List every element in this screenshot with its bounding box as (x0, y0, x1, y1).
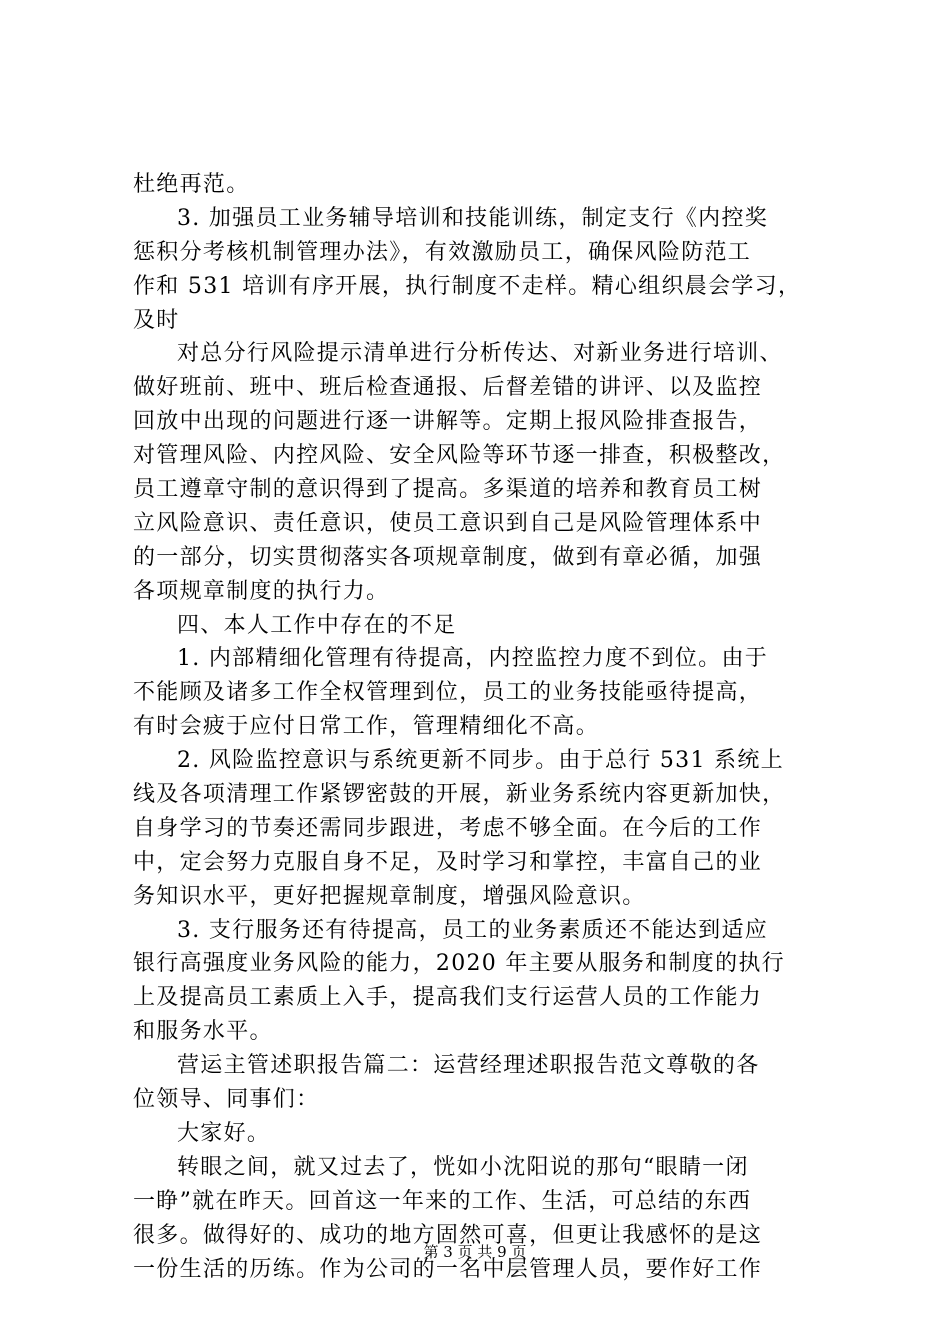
text-line: 2. 风险监控意识与系统更新不同步。由于总行 531 系统上 (177, 748, 784, 774)
text-line: 不能顾及诸多工作全权管理到位，员工的业务技能亟待提高， (133, 680, 763, 706)
text-line: 中，定会努力克服自身不足，及时学习和掌控，丰富自己的业 (133, 849, 763, 875)
text-line: 对管理风险、内控风险、安全风险等环节逐一排查，积极整改， (133, 443, 786, 469)
text-line: 上及提高员工素质上入手，提高我们支行运营人员的工作能力 (133, 985, 763, 1011)
text-line: 员工遵章守制的意识得到了提高。多渠道的培养和教育员工树 (133, 477, 763, 503)
text-line: 1. 内部精细化管理有待提高，内控监控力度不到位。由于 (177, 646, 769, 672)
text-line: 一睁”就在昨天。回首这一年来的工作、生活，可总结的东西 (133, 1188, 752, 1214)
text-line: 及时 (133, 307, 180, 333)
text-line: 各项规章制度的执行力。 (133, 578, 390, 604)
text-line: 有时会疲于应付日常工作，管理精细化不高。 (133, 714, 600, 740)
text-line: 3. 加强员工业务辅导培训和技能训练，制定支行《内控奖 (177, 205, 769, 231)
document-body (133, 168, 833, 1286)
text-line: 大家好。 (177, 1120, 271, 1146)
text-line: 营运主管述职报告篇二：运营经理述职报告范文尊敬的各 (177, 1053, 760, 1079)
text-line: 杜绝再范。 (133, 172, 250, 197)
text-line: 立风险意识、责任意识，使员工意识到自己是风险管理体系中 (133, 510, 763, 536)
page-footer: 第 3 页 共 9 页 (423, 1243, 527, 1261)
text-line: 回放中出现的问题进行逐一讲解等。定期上报风险排查报告， (133, 409, 763, 435)
text-line: 3. 支行服务还有待提高，员工的业务素质还不能达到适应 (177, 917, 769, 943)
text-line: 的一部分，切实贯彻落实各项规章制度，做到有章必循，加强 (133, 544, 763, 570)
text-line: 转眼之间，就又过去了，恍如小沈阳说的那句“眼睛一闭 (177, 1154, 749, 1180)
text-line: 一份生活的历练。作为公司的一名中层管理人员，要作好工作 (133, 1256, 763, 1282)
text-line: 自身学习的节奏还需同步跟进，考虑不够全面。在今后的工作 (133, 815, 763, 841)
text-line: 务知识水平，更好把握规章制度，增强风险意识。 (133, 883, 646, 909)
text-line: 银行高强度业务风险的能力，2020 年主要从服务和制度的执行 (133, 951, 785, 977)
text-line: 位领导、同事们： (133, 1087, 320, 1113)
text-line: 和服务水平。 (133, 1019, 273, 1045)
text-line: 惩积分考核机制管理办法》，有效激励员工，确保风险防范工 (133, 239, 752, 265)
text-line: 线及各项清理工作紧锣密鼓的开展，新业务系统内容更新加快， (133, 782, 786, 808)
text-line: 很多。做得好的、成功的地方固然可喜，但更让我感怀的是这 (133, 1222, 763, 1248)
text-line: 四、本人工作中存在的不足 (177, 612, 457, 638)
text-line: 作和 531 培训有序开展，执行制度不走样。精心组织晨会学习， (133, 273, 802, 299)
text-line: 对总分行风险提示清单进行分析传达、对新业务进行培训、 (177, 341, 783, 367)
text-line: 做好班前、班中、班后检查通报、后督差错的讲评、以及监控 (133, 375, 763, 401)
